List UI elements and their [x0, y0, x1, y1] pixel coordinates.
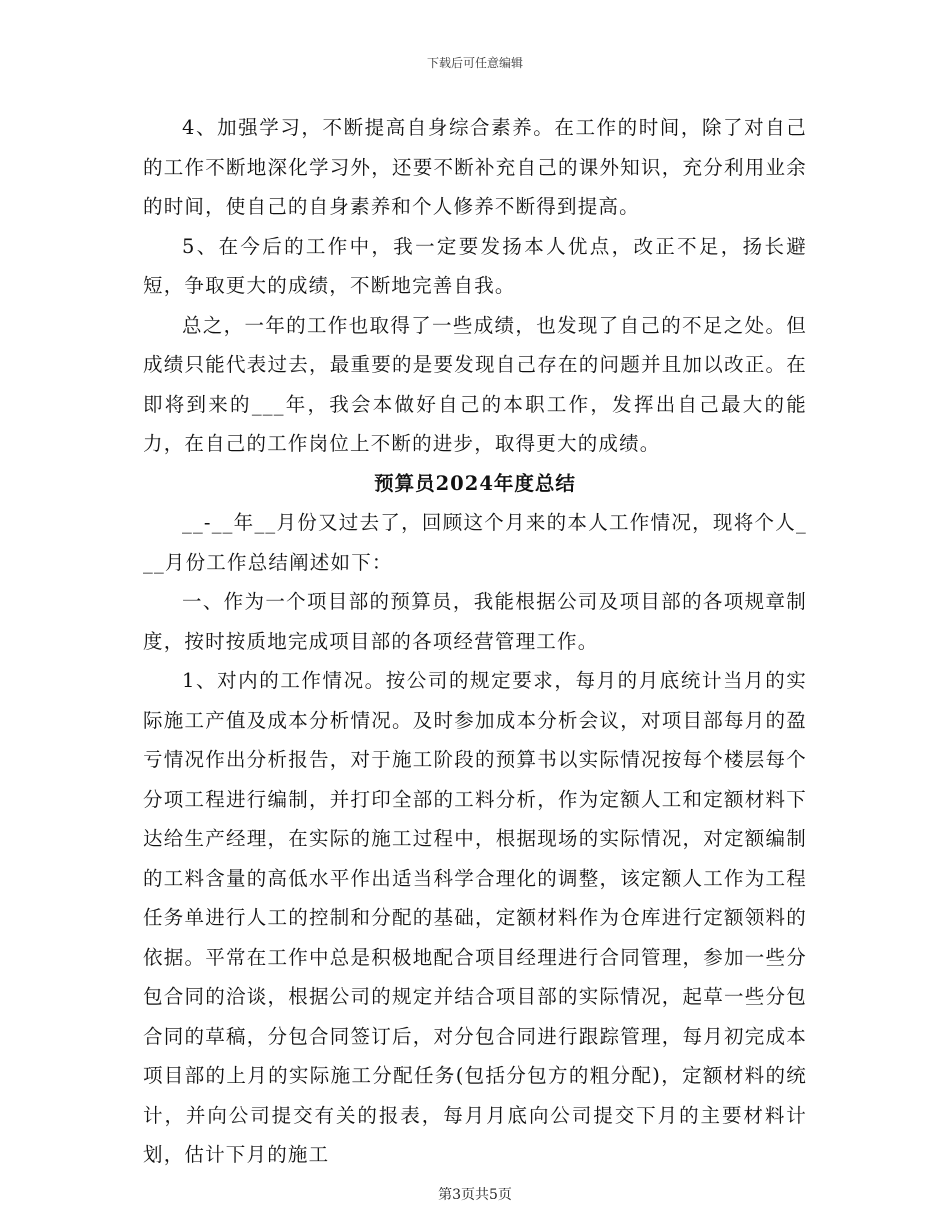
section-title: 预算员2024年度总结 — [374, 471, 576, 495]
paragraph-conclusion: 总之，一年的工作也取得了一些成绩，也发现了自己的不足之处。但成绩只能代表过去，最重要的是要发现自己存在的问题并且加以改正。在即将到来的___年，我会本做好自己的本职工作，发挥出自己最大的能力，在自己的工作岗位上不断的进步，取得更大的成绩。 — [143, 313, 807, 455]
document-body — [143, 108, 807, 1175]
paragraph-intro: __-__年__月份又过去了，回顾这个月来的本人工作情况，现将个人___月份工作总结阐述如下： — [143, 511, 807, 574]
header-note: 下载后可任意编辑 — [426, 56, 523, 70]
paragraph-section-one: 一、作为一个项目部的预算员，我能根据公司及项目部的各项规章制度，按时按质地完成项目部的各项经营管理工作。 — [143, 590, 807, 653]
page-number: 第3页共5页 — [438, 1187, 512, 1203]
paragraph-internal-work: 1、对内的工作情况。按公司的规定要求，每月的月底统计当月的实际施工产值及成本分析情况。及时参加成本分析会议，对项目部每月的盈亏情况作出分析报告，对于施工阶段的预算书以实际情况按每个楼层每个分项工程进行编制，并打印全部的工料分析，作为定额人工和定额材料下达给生产经理，在实际的施工过程中，根据现场的实际情况，对定额编制的工料含量的高低水平作出适当科学合理化的调整，该定额人工作为工程任务单进行人工的控制和分配的基础，定额材料作为仓库进行定额领料的依据。平常在工作中总是积极地配合项目经理进行合同管理，参加一些分包合同的洽谈，根据公司的规定并结合项目部的实际情况，起草一些分包合同的草稿，分包合同签订后，对分包合同进行跟踪管理，每月初完成本项目部的上月的实际施工分配任务(包括分包方的粗分配)，定额材料的统计，并向公司提交有关的报表，每月月底向公司提交下月的主要材料计划，估计下月的施工 — [143, 669, 807, 1166]
paragraph-item-4: 4、加强学习，不断提高自身综合素养。在工作的时间，除了对自己的工作不断地深化学习外，还要不断补充自己的课外知识，充分利用业余的时间，使自己的自身素养和个人修养不断得到提高。 — [143, 116, 807, 218]
paragraph-item-5: 5、在今后的工作中，我一定要发扬本人优点，改正不足，扬长避短，争取更大的成绩，不断地完善自我。 — [143, 234, 807, 297]
